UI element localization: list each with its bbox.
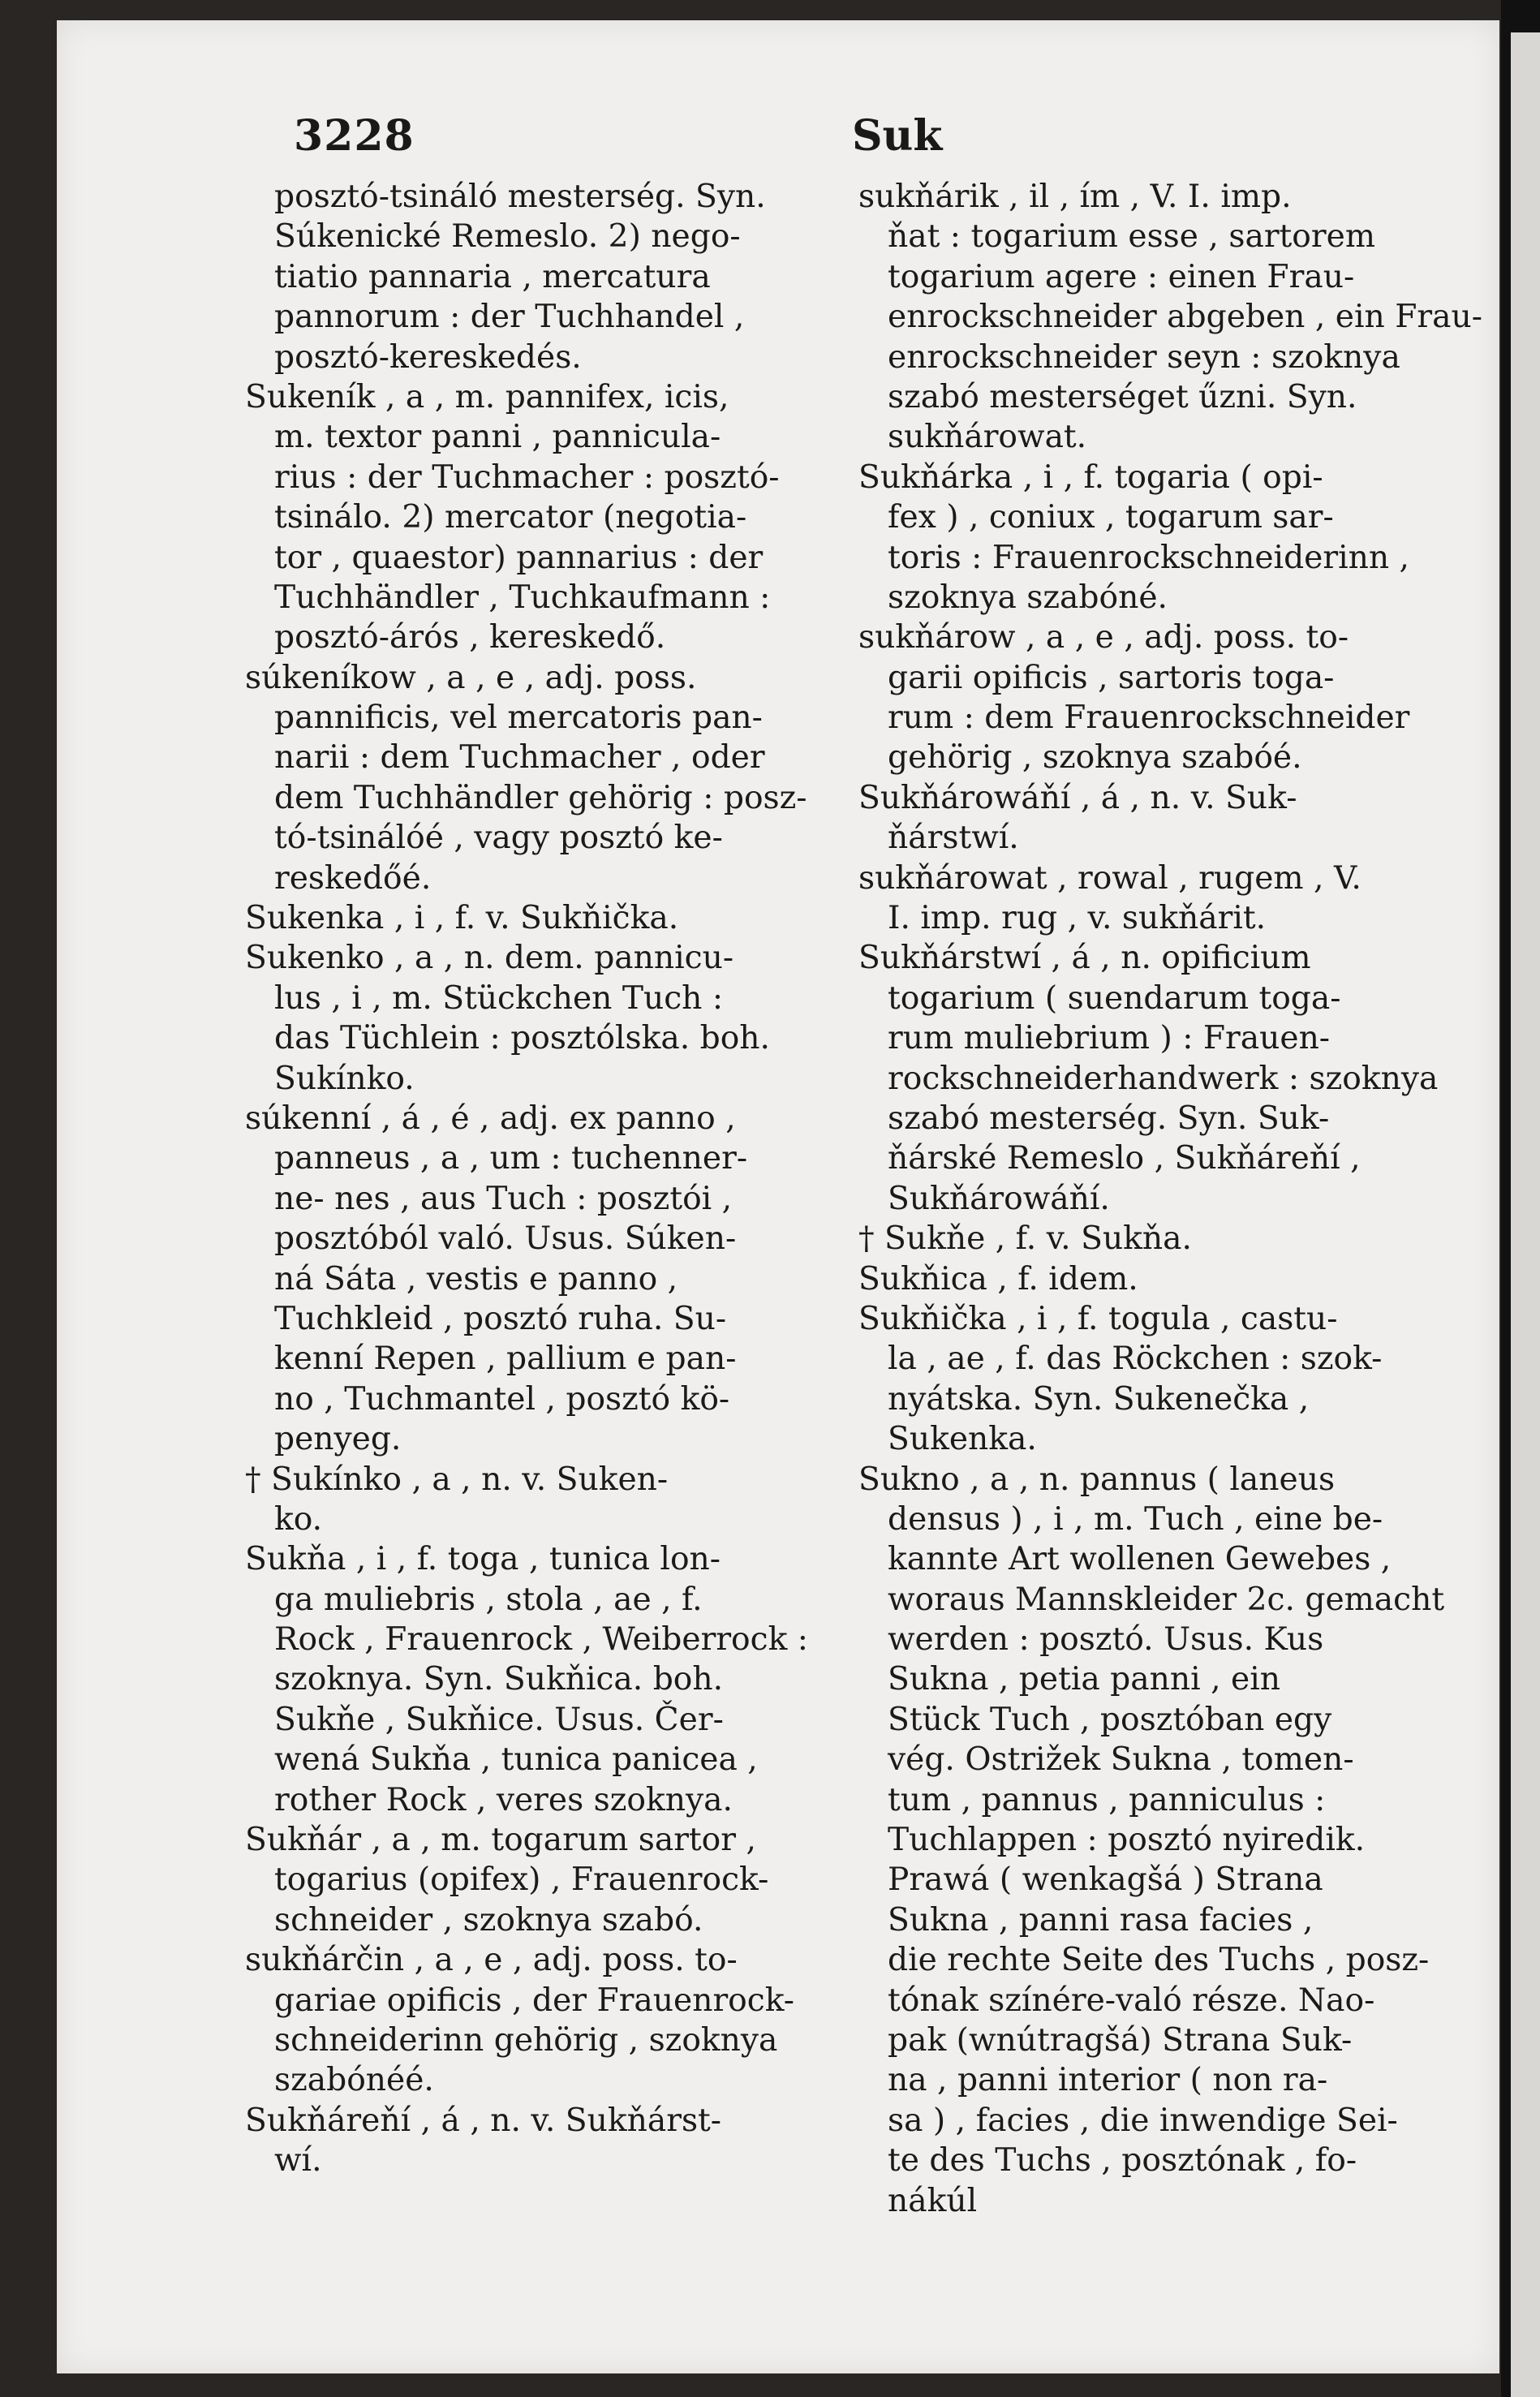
dictionary-entry	[245, 1460, 819, 1540]
entry-text-line: densus ) , i , m. Tuch , eine be-	[888, 1500, 1383, 1538]
entry-headword-line: Sukňička , i , f. togula , castu-	[858, 1300, 1338, 1337]
dictionary-entry	[245, 1539, 819, 1820]
entry-text-line: nákúl	[888, 2182, 978, 2219]
entry-text-line: Tuchhändler , Tuchkaufmann :	[274, 579, 771, 616]
entry-text-line: kenní Repen , pallium e pan-	[274, 1341, 737, 1378]
entry-text-line: m. textor panni , pannicula-	[274, 419, 721, 456]
entry-text-line: te des Tuchs , posztónak , fo-	[888, 2142, 1357, 2180]
entry-text-line: Sukna , panni rasa facies ,	[888, 1901, 1314, 1939]
entry-text-line: pak (wnútragšá) Strana Suk-	[888, 2021, 1353, 2059]
entry-text-line: szoknya. Syn. Sukňica. boh.	[274, 1661, 724, 1698]
page-header	[57, 111, 1499, 160]
entry-text-line: toris : Frauenrockschneiderinn ,	[888, 539, 1409, 576]
entry-headword-line: súkeníkow , a , e , adj. poss.	[245, 659, 697, 696]
entry-text-line: na , panni interior ( non ra-	[888, 2062, 1328, 2099]
entry-text-line: kannte Art wollenen Gewebes ,	[888, 1541, 1392, 1578]
entry-text-line: no , Tuchmantel , posztó kö-	[274, 1380, 730, 1418]
entry-text-line: ná Sáta , vestis e panno ,	[274, 1260, 678, 1297]
entry-text-line: szabó mesterséget űzni. Syn.	[888, 378, 1357, 415]
dictionary-entry	[858, 1219, 1436, 1259]
dictionary-entry	[858, 778, 1436, 859]
entry-text-line: woraus Mannskleider 2c. gemacht	[888, 1581, 1445, 1618]
entry-text-line: rother Rock , veres szoknya.	[274, 1781, 733, 1818]
entry-text-line: narii : dem Tuchmacher , oder	[274, 739, 765, 777]
entry-headword-line: Sukenka , i , f. v. Sukňička.	[245, 900, 679, 937]
entry-text-line: tó-tsinálóé , vagy posztó ke-	[274, 820, 723, 857]
entry-text-line: lus , i , m. Stückchen Tuch :	[274, 979, 724, 1017]
entry-text-line: I. imp. rug , v. sukňárit.	[888, 900, 1267, 937]
entry-text-line: fex ) , coniux , togarum sar-	[888, 499, 1334, 536]
dictionary-entry	[858, 1460, 1445, 2221]
entry-text-line: penyeg.	[274, 1421, 402, 1458]
entry-text-line: Sukňárowáňí.	[888, 1180, 1110, 1217]
dictionary-entry	[245, 377, 819, 658]
entry-text-line: togarius (opifex) , Frauenrock-	[274, 1861, 769, 1899]
entry-text-line: Sukňe , Sukňice. Usus. Čer-	[274, 1701, 724, 1738]
entry-text-line: pannificis, vel mercatoris pan-	[274, 699, 763, 737]
dictionary-entry	[858, 618, 1436, 778]
entry-headword-line: sukňárčin , a , e , adj. poss. to-	[245, 1942, 738, 1979]
right-column	[858, 177, 1482, 2221]
entry-text-line: szabó mesterség. Syn. Suk-	[888, 1100, 1330, 1137]
entry-text-line: posztó-tsináló mesterség. Syn.	[274, 179, 766, 215]
dictionary-entry	[245, 1820, 819, 1940]
entry-text-line: togarium agere : einen Frau-	[888, 258, 1355, 295]
entry-text-line: tor , quaestor) pannarius : der	[274, 539, 764, 576]
entry-text-line: la , ae , f. das Röckchen : szok-	[888, 1341, 1383, 1378]
dictionary-entry	[245, 2101, 819, 2181]
entry-text-line: Stück Tuch , posztóban egy	[888, 1701, 1332, 1738]
entry-text-line: rum muliebrium ) : Frauen-	[888, 1020, 1331, 1057]
entry-text-line: garii opificis , sartoris toga-	[888, 659, 1335, 696]
entry-headword-line: sukňárow , a , e , adj. poss. to-	[858, 619, 1349, 656]
entry-headword-line: sukňárik , il , ím , V. I. imp.	[858, 179, 1292, 215]
entry-text-line: Prawá ( wenkagšá ) Strana	[888, 1861, 1323, 1899]
entry-headword-line: Sukňárowáňí , á , n. v. Suk-	[858, 779, 1297, 816]
entry-text-line: Sukínko.	[274, 1060, 415, 1097]
entry-text-line: ňat : togarium esse , sartorem	[888, 218, 1375, 256]
dictionary-entry	[245, 898, 819, 938]
entry-headword-line: sukňárowat , rowal , rugem , V.	[858, 859, 1361, 897]
entry-headword-line: Sukňica , f. idem.	[858, 1260, 1138, 1297]
entry-text-line: panneus , a , um : tuchenner-	[274, 1140, 748, 1177]
entry-headword-line: Sukňár , a , m. togarum sartor ,	[245, 1822, 756, 1859]
next-page-edge	[1511, 32, 1540, 2397]
entry-headword-line: Sukňárstwí , á , n. opificium	[858, 940, 1311, 977]
entry-text-line: posztó-kereskedés.	[274, 338, 582, 376]
dictionary-entry	[245, 177, 819, 377]
entry-text-line: gehörig , szoknya szabóé.	[888, 739, 1302, 777]
dictionary-entry	[245, 938, 819, 1099]
entry-text-line: das Tüchlein : posztólska. boh.	[274, 1020, 771, 1057]
entry-text-line: rockschneiderhandwerk : szoknya	[888, 1060, 1439, 1097]
entry-text-line: tónak színére-való része. Nao-	[888, 1982, 1375, 2019]
entry-text-line: Sukna , petia panni , ein	[888, 1661, 1280, 1698]
entry-headword-line: súkenní , á , é , adj. ex panno ,	[245, 1100, 736, 1137]
dictionary-entry	[858, 1259, 1436, 1299]
dictionary-entry	[858, 458, 1436, 618]
dictionary-entry	[858, 177, 1482, 458]
dictionary-entry	[858, 938, 1439, 1219]
entry-text-line: werden : posztó. Usus. Kus	[888, 1621, 1324, 1659]
entry-text-line: ňárstwí.	[888, 820, 1019, 857]
entry-text-line: tiatio pannaria , mercatura	[274, 258, 711, 295]
entry-text-line: die rechte Seite des Tuchs , posz-	[888, 1942, 1430, 1979]
entry-text-line: vég. Ostrižek Sukna , tomen-	[888, 1741, 1354, 1779]
entry-text-line: Sukenka.	[888, 1421, 1037, 1458]
page-number: 3228	[294, 111, 415, 161]
entry-text-line: rius : der Tuchmacher : posztó-	[274, 458, 780, 496]
entry-text-line: sa ) , facies , die inwendige Sei-	[888, 2102, 1398, 2139]
dictionary-entry	[858, 1299, 1436, 1460]
entry-text-line: wená Sukňa , tunica panicea ,	[274, 1741, 758, 1779]
entry-text-line: nyátska. Syn. Sukenečka ,	[888, 1380, 1310, 1418]
running-head: Suk	[852, 111, 943, 161]
entry-text-line: dem Tuchhändler gehörig : posz-	[274, 779, 807, 816]
entry-headword-line: Sukno , a , n. pannus ( laneus	[858, 1461, 1336, 1498]
entry-headword-line: Sukenko , a , n. dem. pannicu-	[245, 940, 734, 977]
entry-text-line: ko.	[274, 1500, 323, 1538]
entry-text-line: tum , pannus , panniculus :	[888, 1781, 1326, 1818]
entry-text-line: sukňárowat.	[888, 419, 1087, 456]
entry-text-line: posztó-árós , kereskedő.	[274, 619, 666, 656]
entry-text-line: Súkenické Remeslo. 2) nego-	[274, 218, 741, 256]
entry-text-line: ga muliebris , stola , ae , f.	[274, 1581, 703, 1618]
entry-headword-line: Sukňárka , i , f. togaria ( opi-	[858, 458, 1323, 496]
entry-text-line: schneider , szoknya szabó.	[274, 1901, 703, 1939]
entry-text-line: wí.	[274, 2142, 322, 2180]
entry-text-line: pannorum : der Tuchhandel ,	[274, 299, 745, 336]
entry-text-line: gariae opificis , der Frauenrock-	[274, 1982, 795, 2019]
entry-headword-line: Sukňa , i , f. toga , tunica lon-	[245, 1541, 721, 1578]
left-column	[245, 177, 819, 2181]
dictionary-entry	[858, 859, 1436, 939]
entry-text-line: togarium ( suendarum toga-	[888, 979, 1341, 1017]
entry-text-line: tsinálo. 2) mercator (negotia-	[274, 499, 747, 536]
dictionary-entry	[245, 1099, 819, 1460]
entry-headword-line: † Sukňe , f. v. Sukňa.	[858, 1220, 1192, 1258]
entry-headword-line: Sukňáreňí , á , n. v. Sukňárst-	[245, 2102, 722, 2139]
entry-text-line: ňárské Remeslo , Sukňáreňí ,	[888, 1140, 1361, 1177]
entry-text-line: rum : dem Frauenrockschneider	[888, 699, 1410, 737]
entry-text-line: posztóból való. Usus. Súken-	[274, 1220, 737, 1258]
entry-text-line: szoknya szabóné.	[888, 579, 1168, 616]
entry-text-line: Tuchkleid , posztó ruha. Su-	[274, 1300, 727, 1337]
entry-text-line: enrockschneider abgeben , ein Frau-	[888, 299, 1482, 336]
entry-headword-line: † Sukínko , a , n. v. Suken-	[245, 1461, 669, 1498]
entry-text-line: Tuchlappen : posztó nyiredik.	[888, 1822, 1366, 1859]
entry-headword-line: Sukeník , a , m. pannifex, icis,	[245, 378, 729, 415]
entry-text-line: schneiderinn gehörig , szoknya	[274, 2021, 778, 2059]
entry-text-line: Rock , Frauenrock , Weiberrock :	[274, 1621, 808, 1659]
entry-text-line: reskedőé.	[274, 859, 432, 897]
entry-text-line: ne- nes , aus Tuch : posztói ,	[274, 1180, 733, 1217]
entry-text-line: szabónéé.	[274, 2062, 434, 2099]
entry-text-line: enrockschneider seyn : szoknya	[888, 338, 1400, 376]
dictionary-entry	[245, 658, 819, 898]
dictionary-entry	[245, 1940, 819, 2101]
